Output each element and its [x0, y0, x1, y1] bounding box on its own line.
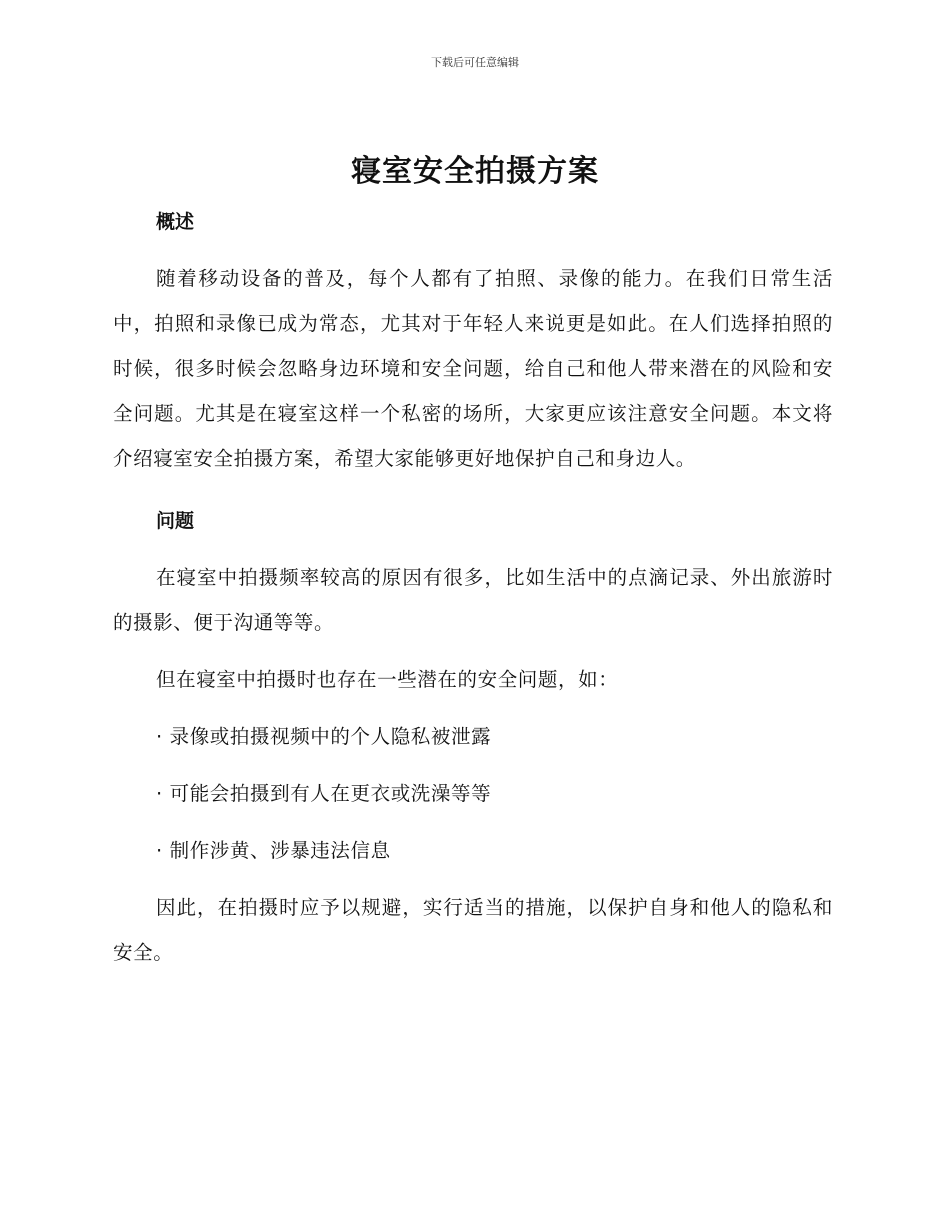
- bullet-item: · 制作涉黄、涉暴违法信息: [156, 839, 391, 862]
- document-body: [113, 204, 833, 975]
- conclusion-paragraph: 因此，在拍摄时应予以规避，实行适当的措施，以保护自身和他人的隐私和安全。: [113, 896, 833, 964]
- section-heading-overview: 概述: [156, 211, 195, 233]
- page-header-note: 下载后可任意编辑: [431, 56, 519, 69]
- bullet-item: · 可能会拍摄到有人在更衣或洗澡等等: [156, 782, 492, 805]
- overview-paragraph: 随着移动设备的普及，每个人都有了拍照、录像的能力。在我们日常生活中，拍照和录像已成为常态，尤其对于年轻人来说更是如此。在人们选择拍照的时候，很多时候会忽略身边环境和安全问题，给自己和他人带来潜在的风险和安全问题。尤其是在寝室这样一个私密的场所，大家更应该注意安全问题。本文将介绍寝室安全拍摄方案，希望大家能够更好地保护自己和身边人。: [113, 267, 833, 470]
- document-title: 寝室安全拍摄方案: [351, 154, 599, 189]
- bullet-item: · 录像或拍摄视频中的个人隐私被泄露: [156, 725, 492, 748]
- problems-intro-paragraph: 但在寝室中拍摄时也存在一些潜在的安全问题，如：: [156, 668, 619, 691]
- section-heading-problems: 问题: [156, 510, 195, 532]
- problems-paragraph: 在寝室中拍摄频率较高的原因有很多，比如生活中的点滴记录、外出旅游时的摄影、便于沟通等等。: [113, 566, 833, 634]
